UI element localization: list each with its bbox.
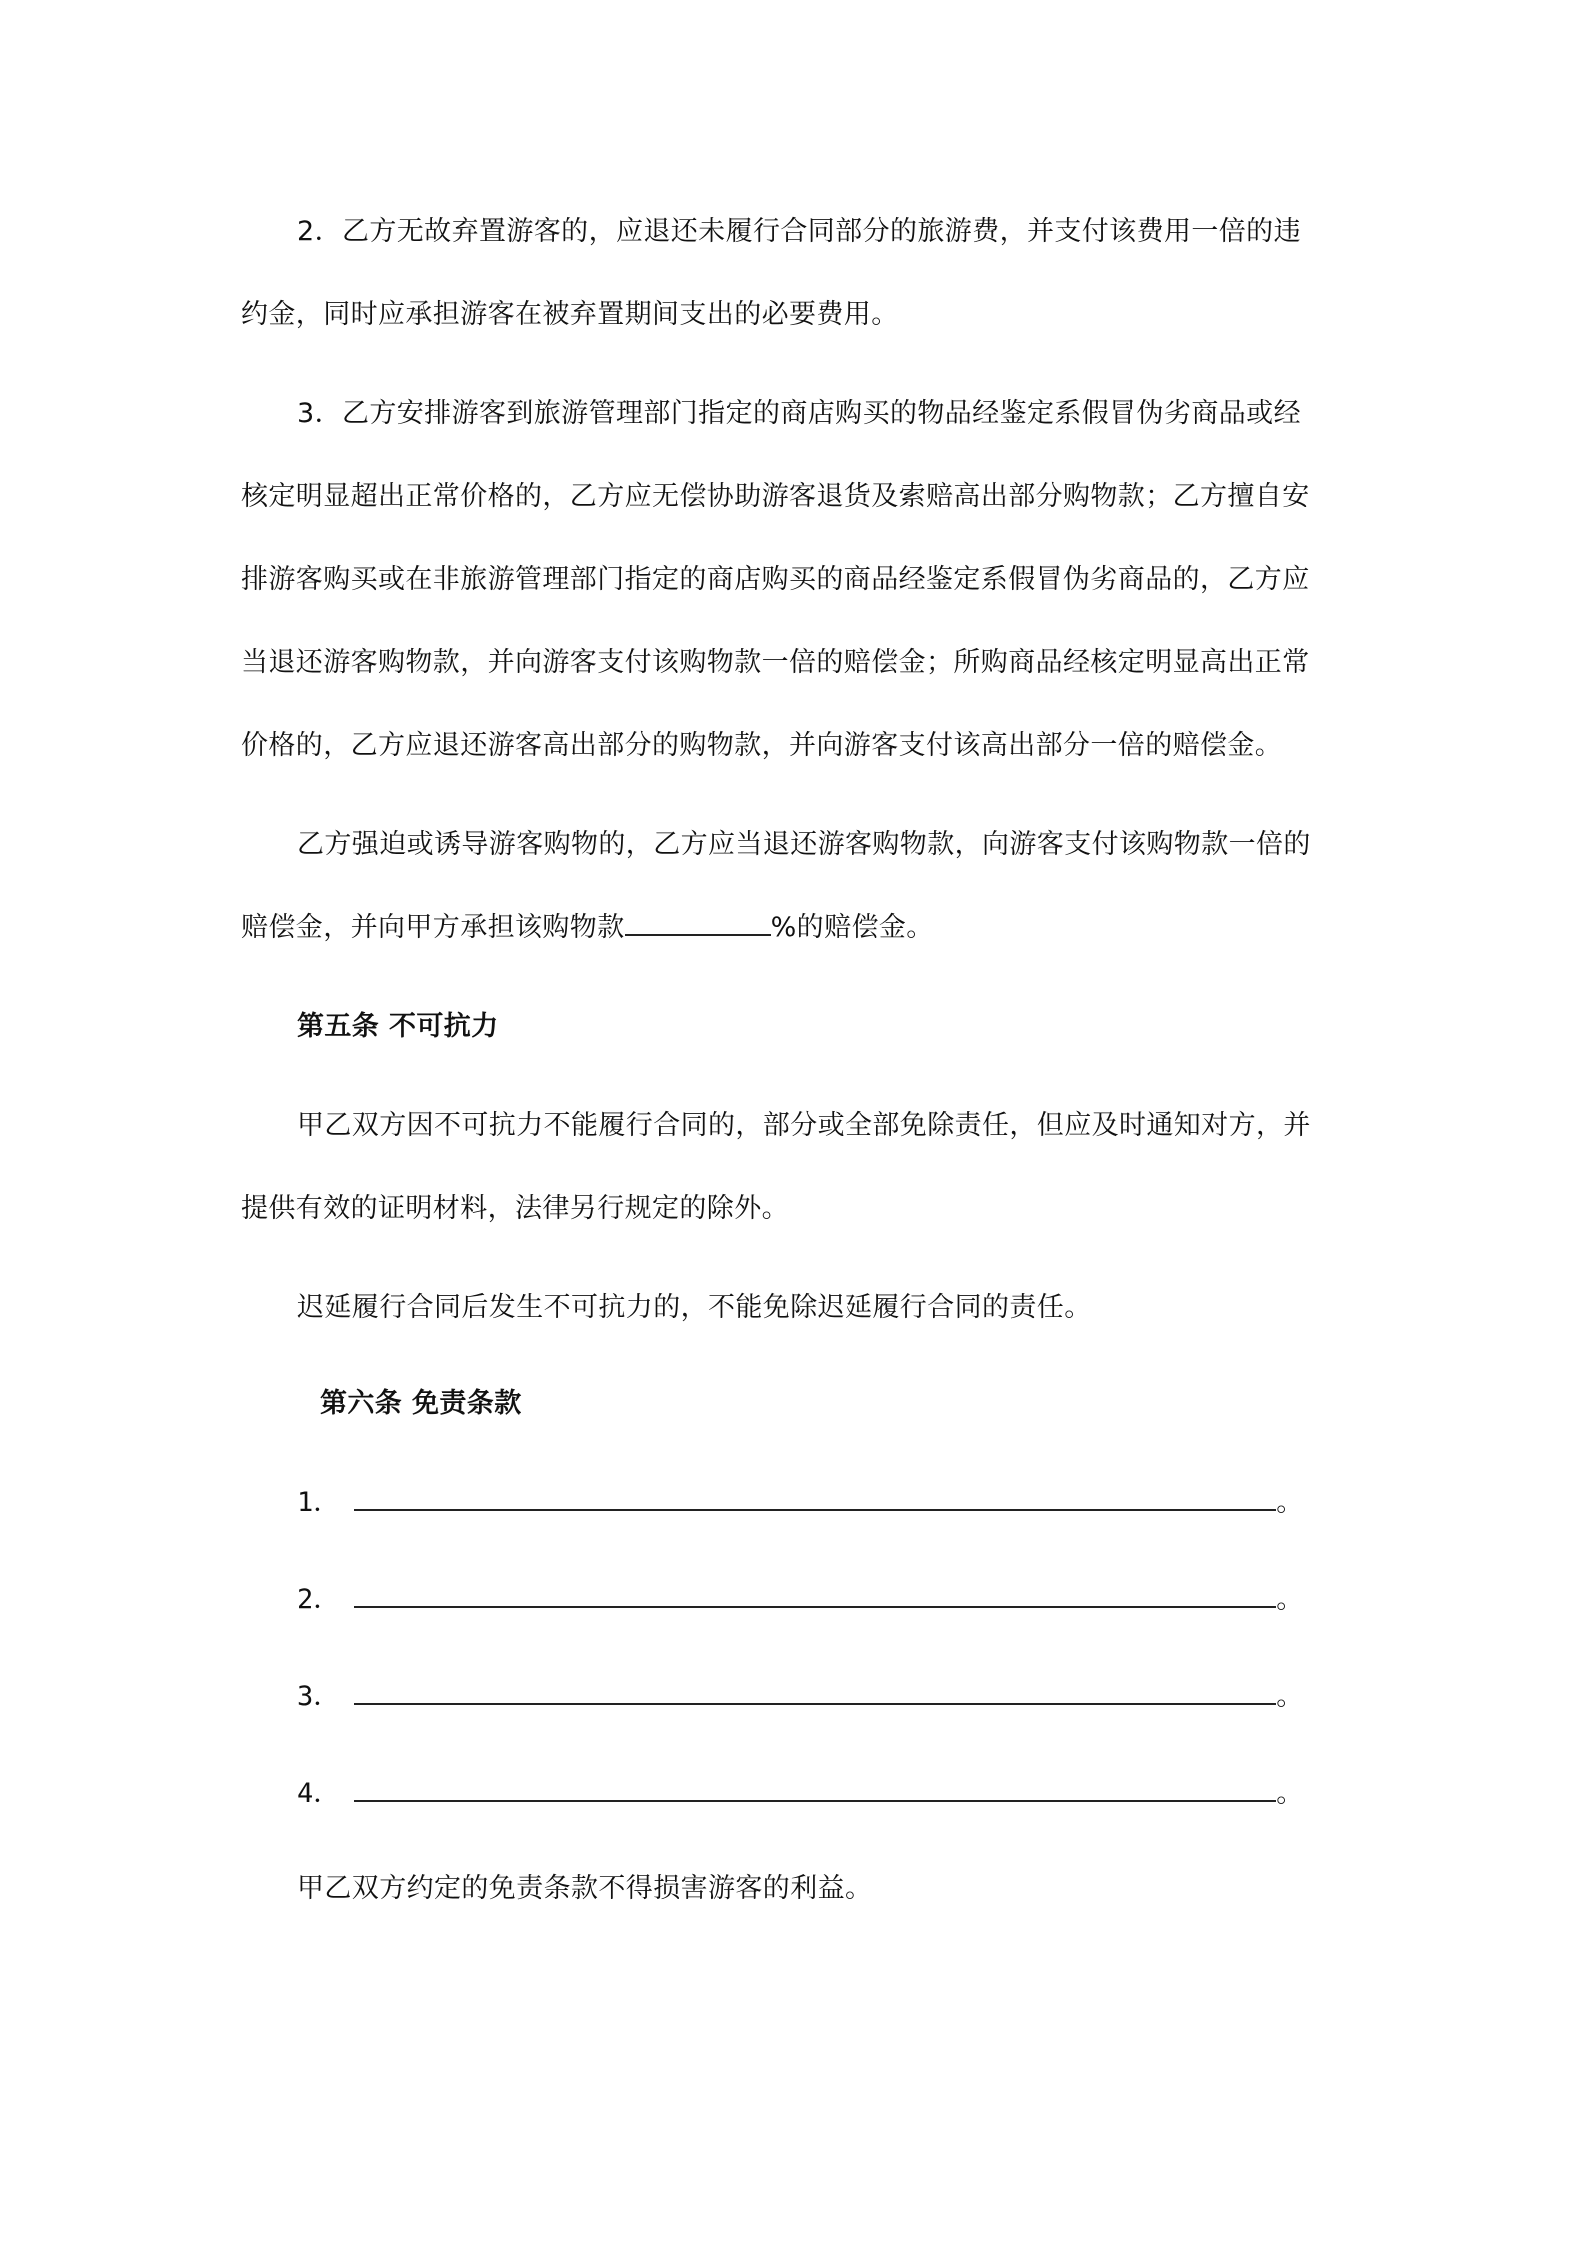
paragraph-text: 价格的，乙方应退还游客高出部分的购物款，并向游客支付该高出部分一倍的赔偿金。 — [241, 730, 1283, 761]
blank-fill-line[interactable] — [354, 1774, 1276, 1802]
paragraph-text: 提供有效的证明材料，法律另行规定的除外。 — [241, 1193, 789, 1224]
paragraph-text: 甲乙双方约定的免责条款不得损害游客的利益。 — [297, 1873, 873, 1904]
item-number: 3． — [297, 1681, 341, 1712]
item-number: 4． — [297, 1778, 341, 1809]
paragraph-text: 排游客购买或在非旅游管理部门指定的商店购买的商品经鉴定系假冒伪劣商品的，乙方应 — [241, 564, 1310, 595]
percentage-blank-field[interactable] — [625, 908, 771, 936]
blank-item-row — [297, 1580, 1303, 1620]
paragraph-text: 核定明显超出正常价格的，乙方应无偿协助游客退货及索赔高出部分购物款；乙方擅自安 — [241, 481, 1310, 512]
paragraph-text: 甲乙双方因不可抗力不能履行合同的，部分或全部免除责任，但应及时通知对方，并 — [297, 1110, 1311, 1141]
paragraph-text: 迟延履行合同后发生不可抗力的，不能免除迟延履行合同的责任。 — [297, 1292, 1092, 1323]
item-end-mark: 。 — [1276, 1778, 1304, 1809]
item-end-mark: 。 — [1276, 1681, 1304, 1712]
item-number: 1． — [297, 1487, 341, 1518]
paragraph-text: 当退还游客购物款，并向游客支付该购物款一倍的赔偿金；所购商品经核定明显高出正常 — [241, 647, 1310, 678]
paragraph-text: 约金，同时应承担游客在被弃置期间支出的必要费用。 — [241, 299, 899, 330]
item-number: 2． — [297, 1584, 341, 1615]
article-6-heading: 第六条 免责条款 — [320, 1388, 522, 1419]
paragraph-text: 3．乙方安排游客到旅游管理部门指定的商店购买的物品经鉴定系假冒伪劣商品或经 — [297, 398, 1301, 429]
item-end-mark: 。 — [1276, 1584, 1304, 1615]
paragraph-suffix: %的赔偿金。 — [770, 912, 934, 943]
blank-fill-line[interactable] — [354, 1483, 1276, 1511]
blank-item-row — [297, 1483, 1303, 1523]
article-5-heading: 第五条 不可抗力 — [297, 1011, 499, 1042]
blank-fill-line[interactable] — [354, 1580, 1276, 1608]
blank-item-row — [297, 1774, 1303, 1814]
item-end-mark: 。 — [1276, 1487, 1304, 1518]
paragraph-text-with-blank — [241, 908, 934, 948]
paragraph-text: 2．乙方无故弃置游客的，应退还未履行合同部分的旅游费，并支付该费用一倍的违 — [297, 216, 1301, 247]
paragraph-prefix: 赔偿金，并向甲方承担该购物款 — [241, 912, 625, 943]
paragraph-text: 乙方强迫或诱导游客购物的，乙方应当退还游客购物款，向游客支付该购物款一倍的 — [297, 829, 1311, 860]
blank-fill-line[interactable] — [354, 1677, 1276, 1705]
blank-item-row — [297, 1677, 1303, 1717]
